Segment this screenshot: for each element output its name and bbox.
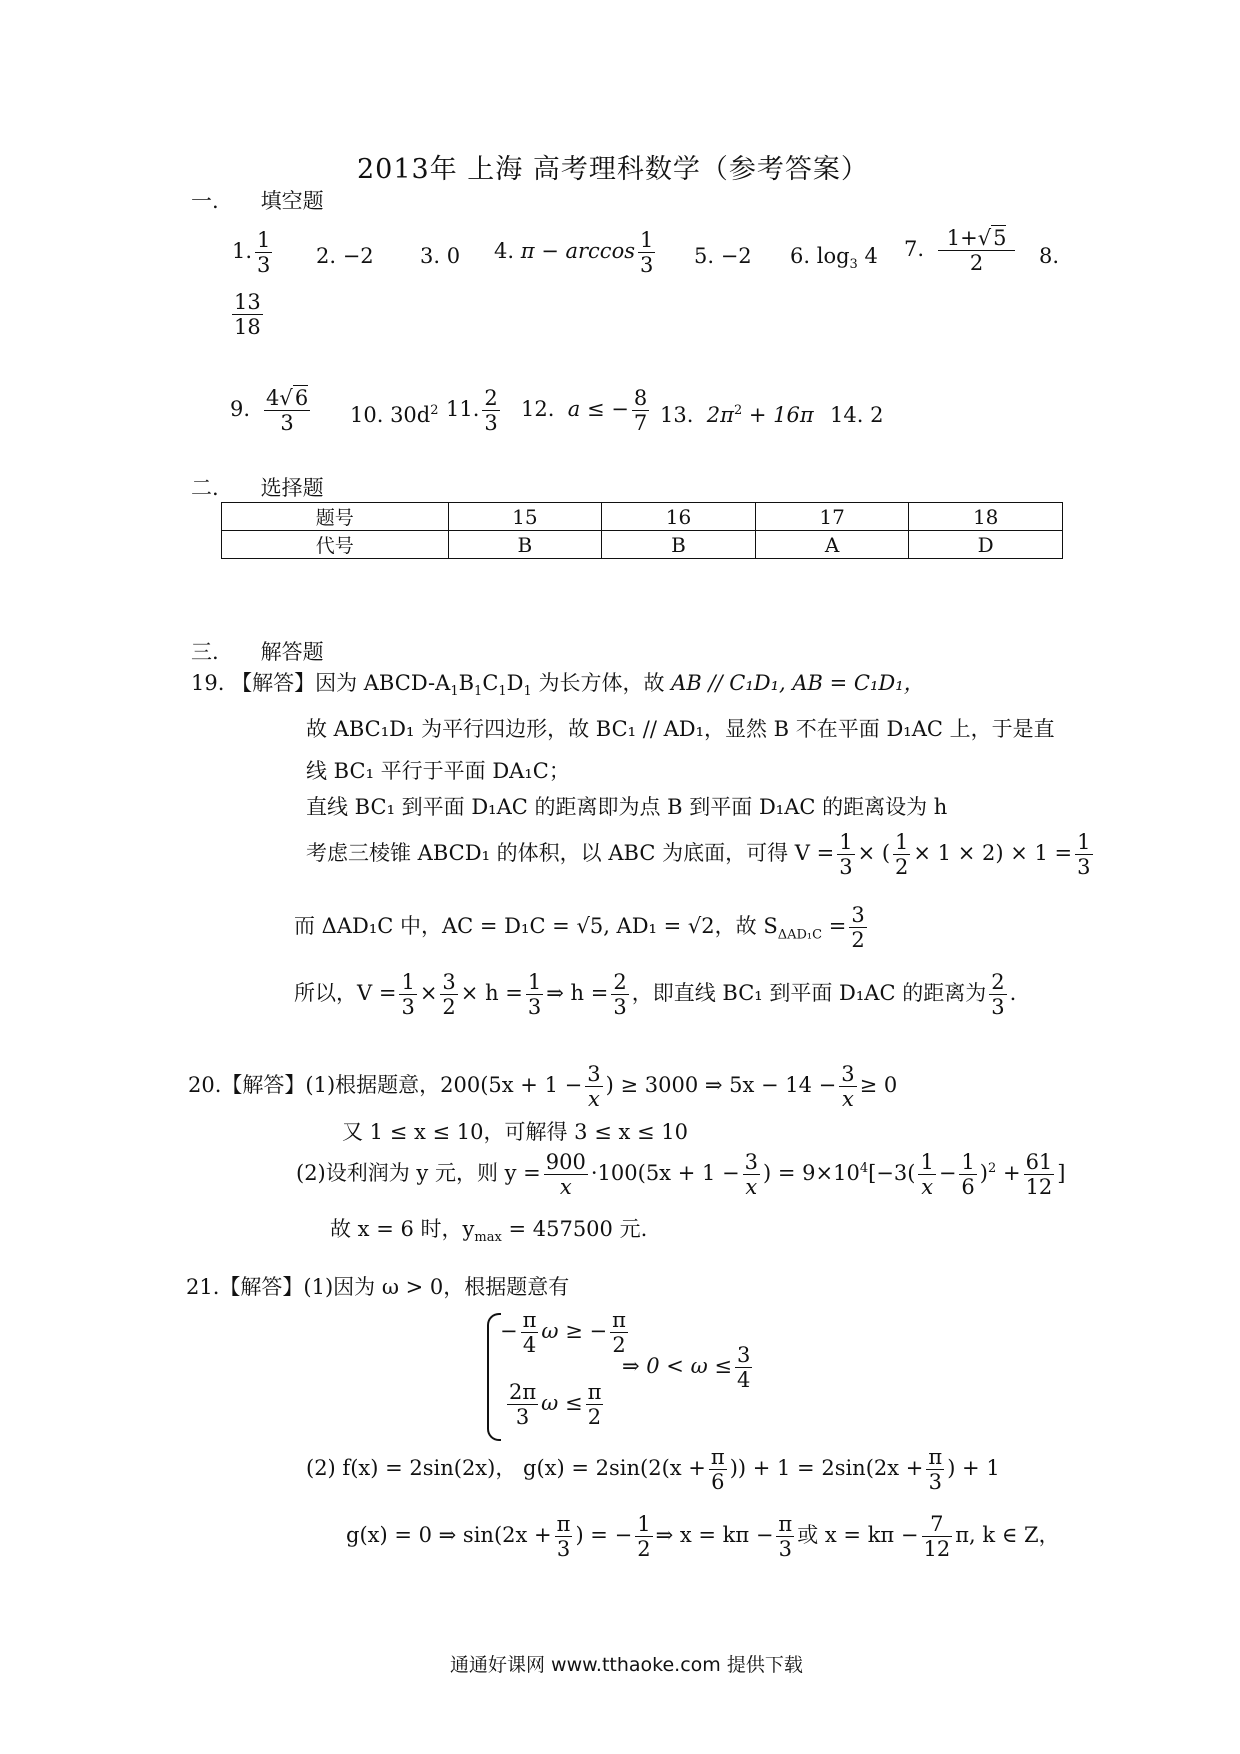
- table-cell: 题号: [222, 503, 449, 531]
- fill-answer-9: 9. $\frac{4√6}{3}$: [230, 386, 309, 436]
- fill-answer-11: 11. $\frac{2}{3}$: [446, 386, 498, 436]
- solution-20-line-3: (2)设利润为 y 元，则 y = $\frac{900}{x}$ ·100(5x + 1 − $\frac{3}{x}$ ) = $9\times 10^4[-3$( $\frac{1}{x}$ − $\frac{1}{6}$ )$^2$ + $\frac{61}{12}$ ]: [296, 1150, 1066, 1200]
- solution-19-line-6: 而 ΔAD₁C 中，AC = D₁C = √5, AD₁ = √2，故 $S_{\Delta AD_1C}$ = $\frac{3}{2}$: [294, 903, 865, 953]
- solution-20-line-4: 故 x = 6 时，$y_{max} = 457500$ 元.: [330, 1217, 648, 1246]
- solution-19-line-3: 线 BC₁ 平行于平面 DA₁C；: [306, 759, 570, 783]
- section-heading-solution: 三. 解答题: [191, 640, 324, 664]
- table-cell: 16: [602, 503, 756, 531]
- solution-21-line-1: 21.【解答】(1)因为 ω > 0，根据题意有: [186, 1275, 570, 1299]
- fill-answer-6: 6. $\log_3 4$: [790, 244, 878, 273]
- solution-19-line-7: 所以，V = $\frac{1}{3}$ × $\frac{3}{2}$ × h = $\frac{1}{3}$ ⇒ h = $\frac{2}{3}$ ，即直线 BC₁ 到平面 D₁AC 的距离为 $\frac{2}{3}$ .: [294, 970, 1017, 1020]
- table-cell: 17: [755, 503, 909, 531]
- choice-answer-table: [221, 502, 1063, 559]
- fill-answer-10: 10. $30d^2$: [350, 403, 439, 427]
- table-row: [222, 503, 1063, 531]
- system-inequality-2: $\frac{2\pi}{3}$ ω ≤ $\frac{\pi}{2}$: [509, 1380, 602, 1430]
- solution-21-line-2: (2) f(x) = 2sin(2x)， g(x) = 2sin(2(x + $\frac{\pi}{6}$ )) + 1 = 2sin(2x + $\frac{\pi}{3}$ ) + 1: [306, 1445, 1000, 1495]
- table-cell: D: [909, 531, 1063, 559]
- table-cell: 18: [909, 503, 1063, 531]
- solution-19-line-5: 考虑三棱锥 ABCD₁ 的体积，以 ABC 为底面，可得 V = $\frac{1}{3}$ × ( $\frac{1}{2}$ × 1 × 2) × 1 = $\frac{1}{3}$: [306, 830, 1091, 880]
- system-brace: [487, 1313, 501, 1441]
- table-cell: A: [755, 531, 909, 559]
- fill-answer-5: 5. −2: [694, 244, 752, 268]
- solution-20-line-2: 又 1 ≤ x ≤ 10，可解得 3 ≤ x ≤ 10: [342, 1120, 688, 1144]
- solution-21-line-3: g(x) = 0 ⇒ sin(2x + $\frac{\pi}{3}$ ) = − $\frac{1}{2}$ ⇒ x = kπ − $\frac{\pi}{3}$ 或 x = kπ − $\frac{7}{12}$ π, k ∈ Z，: [346, 1512, 1060, 1562]
- section-heading-choice: 二. 选择题: [191, 476, 324, 500]
- system-result: ⇒ 0 < ω ≤ $\frac{3}{4}$: [622, 1343, 751, 1393]
- table-cell: 代号: [222, 531, 449, 559]
- fill-answer-13: 13. $2\pi^2 + 16\pi$: [660, 403, 814, 427]
- fill-answer-7: 7. $\frac{1+√5}{2}$: [904, 226, 1018, 275]
- fill-answer-2: 2. −2: [316, 244, 374, 268]
- fill-answer-4: 4. π − arccos $\frac{1}{3}$: [494, 228, 654, 278]
- page-title: 2013年 上海 高考理科数学（参考答案）: [357, 154, 869, 185]
- solution-20-line-1: 20.【解答】(1)根据题意，200(5x + 1 − $\frac{3}{x}$ ) ≥ 3000 ⇒ 5x − 14 − $\frac{3}{x}$ ≥ 0: [188, 1062, 898, 1112]
- fill-answer-12: 12. a ≤ − $\frac{8}{7}$: [521, 386, 648, 436]
- fill-answer-1: 1. $\frac{1}{3}$: [232, 228, 271, 278]
- table-cell: 15: [448, 503, 602, 531]
- solution-19-line-4: 直线 BC₁ 到平面 D₁AC 的距离即为点 B 到平面 D₁AC 的距离设为 h: [306, 795, 948, 819]
- fill-answer-8-label: 8.: [1039, 244, 1060, 268]
- fill-answer-8: $\frac{13}{18}$: [234, 290, 261, 340]
- solution-19-line-2: 故 ABC₁D₁ 为平行四边形，故 BC₁ // AD₁，显然 B 不在平面 D₁AC 上，于是直: [306, 717, 1055, 741]
- solution-19-line-1: 19. 【解答】因为 ABCD-$A_1B_1C_1D_1$ 为长方体，故 AB // C₁D₁, AB = C₁D₁，: [191, 671, 925, 700]
- page-footer: 通通好课网 www.tthaoke.com 提供下载: [450, 1654, 803, 1676]
- table-cell: B: [602, 531, 756, 559]
- table-cell: B: [448, 531, 602, 559]
- fill-answer-14: 14. 2: [830, 403, 884, 427]
- fill-answer-3: 3. 0: [420, 244, 461, 268]
- table-row: [222, 531, 1063, 559]
- section-heading-fill: 一. 填空题: [191, 189, 324, 213]
- system-inequality-1: − $\frac{\pi}{4}$ ω ≥ − $\frac{\pi}{2}$: [500, 1308, 626, 1358]
